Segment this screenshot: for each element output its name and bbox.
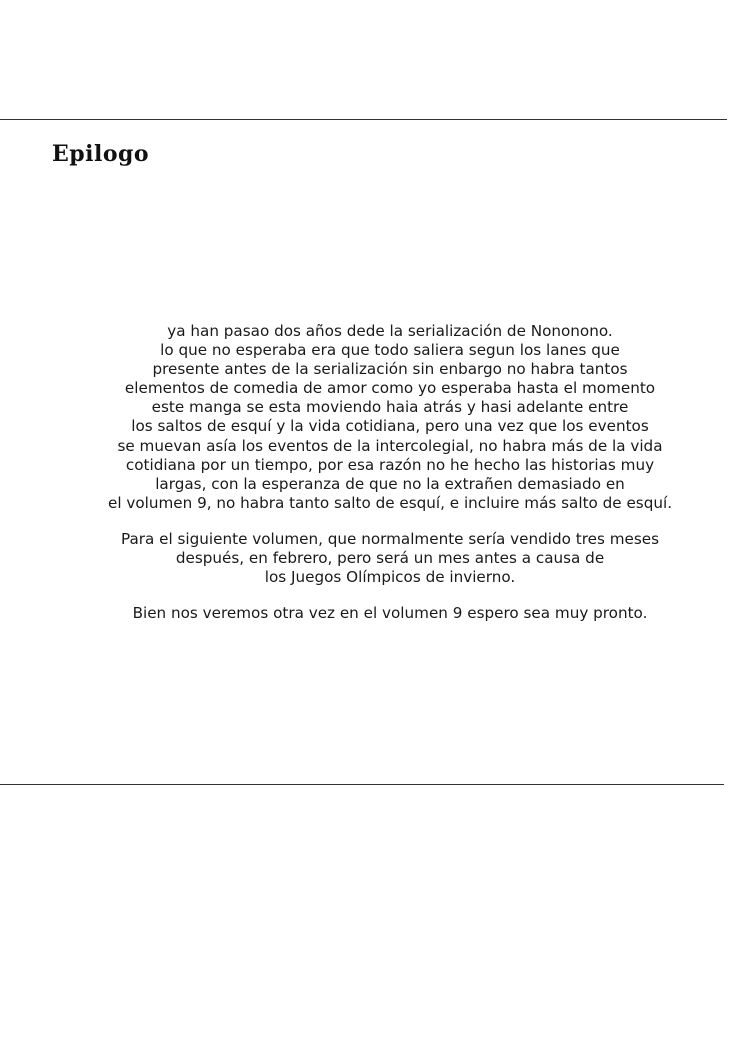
paragraph-2 bbox=[60, 530, 720, 587]
text-line: ya han pasao dos años dede la serialización de Nononono. bbox=[167, 322, 613, 340]
text-line: presente antes de la serialización sin enbargo no habra tantos bbox=[152, 360, 628, 379]
text-line: Bien nos veremos otra vez en el volumen 9 espero sea muy pronto. bbox=[132, 604, 648, 623]
text-line: elementos de comedia de amor como yo esperaba hasta el momento bbox=[124, 379, 656, 398]
text-line: lo que no esperaba era que todo saliera segun los lanes que bbox=[160, 341, 620, 360]
bottom-divider bbox=[0, 784, 724, 785]
epilogue-body bbox=[60, 322, 720, 640]
top-divider bbox=[0, 119, 727, 120]
text-line: se muevan asía los eventos de la intercolegial, no habra más de la vida bbox=[117, 436, 663, 455]
paragraph-1 bbox=[60, 322, 720, 513]
page-title: Epilogo bbox=[52, 141, 150, 167]
paragraph-3 bbox=[60, 604, 720, 623]
text-line: el volumen 9, no habra tanto salto de esquí, e incluire más salto de esquí. bbox=[107, 493, 673, 512]
text-line: Para el siguiente volumen, que normalmente sería vendido tres meses bbox=[120, 529, 660, 548]
text-line: después, en febrero, pero será un mes antes a causa de bbox=[175, 549, 605, 568]
text-line: los Juegos Olímpicos de invierno. bbox=[264, 568, 516, 587]
text-line: largas, con la esperanza de que no la extrañen demasiado en bbox=[155, 474, 625, 493]
text-line: los saltos de esquí y la vida cotidiana, pero una vez que los eventos bbox=[131, 417, 649, 436]
text-line: este manga se esta moviendo haia atrás y hasi adelante entre bbox=[151, 398, 629, 417]
text-line: cotidiana por un tiempo, por esa razón no he hecho las historias muy bbox=[125, 455, 655, 474]
